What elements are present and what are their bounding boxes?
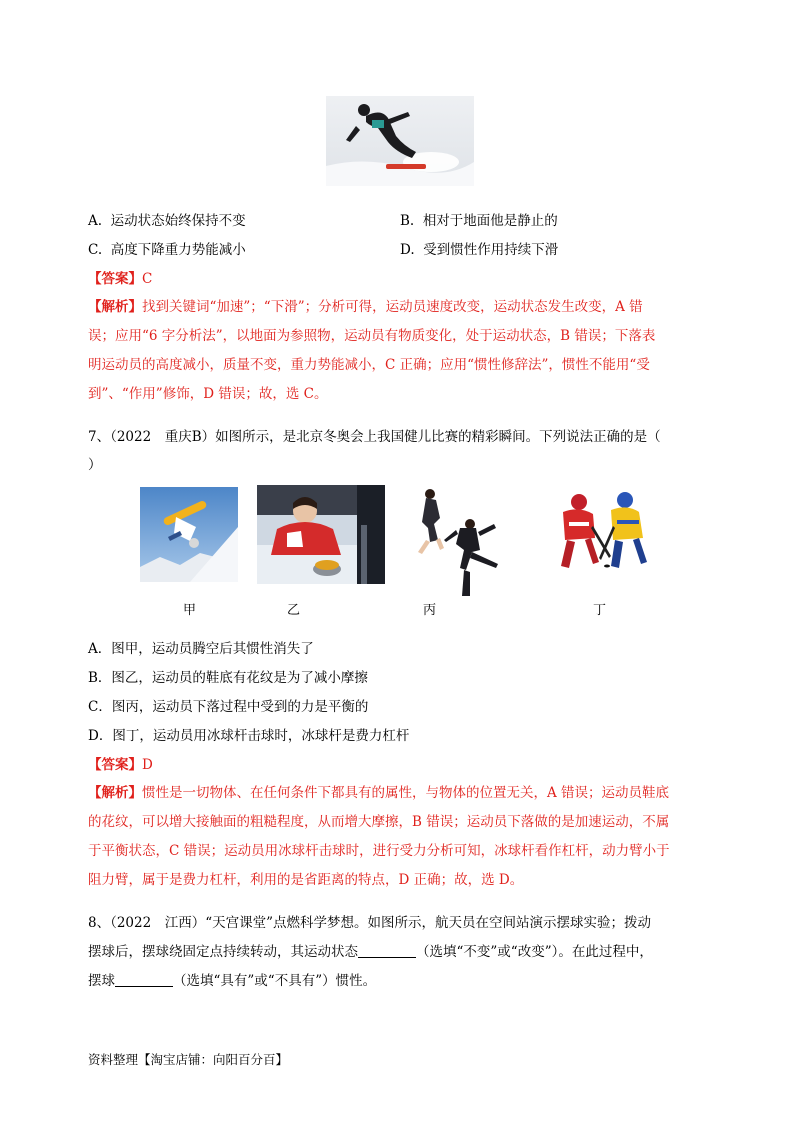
caption-ding: 丁 [593,603,607,618]
snowboarder-photo [326,96,474,186]
q7-analysis-line-3: 于平衡状态，C 错误；运动员用冰球杆击球时，进行受力分析可知，冰球杆看作杠杆，动力臂小于 [88,843,670,859]
q7-analysis-line-1: 【解析】惯性是一切物体、在任何条件下都具有的属性，与物体的位置无关，A 错误；运动员鞋底 [88,785,670,801]
q7-option-d: D．图丁，运动员用冰球杆击球时，冰球杆是费力杠杆 [88,728,410,744]
photo-ding-ice-hockey [535,486,665,578]
q6-option-c: C. 高度下降重力势能减小 [88,242,246,258]
q8-blank-2 [115,972,173,987]
photo-yi-curling [257,485,385,584]
q7-stem-line-2: ） [88,457,102,473]
q7-option-c: C．图丙，运动员下落过程中受到的力是平衡的 [88,699,369,715]
photo-jia-snowboard-jump [140,487,238,582]
caption-yi: 乙 [287,603,301,618]
q8-line-2: 摆球后，摆球绕固定点持续转动，其运动状态 （选填“不变”或“改变”）。在此过程中， [88,944,653,960]
q8-line-3: 摆球 （选填“具有”或“不具有”）惯性。 [88,973,377,989]
q7-analysis [88,779,712,895]
q7-option-b: B．图乙，运动员的鞋底有花纹是为了减小摩擦 [88,670,368,686]
q8-question [88,909,712,996]
q6-analysis-line-4: 到”、“作用”修饰，D 错误；故，选 C。 [88,386,328,402]
q6-option-a: A. 运动状态始终保持不变 [88,213,246,229]
q6-analysis-line-1: 【解析】找到关键词“加速”；“下滑”；分析可得，运动员速度改变，运动状态发生改变，A 错 [88,299,643,315]
q6-option-b: B. 相对于地面他是静止的 [400,213,558,229]
q7-option-a: A．图甲，运动员腾空后其惯性消失了 [88,641,314,657]
q7-stem-line-1: 7、（2022 重庆B）如图所示，是北京冬奥会上我国健儿比赛的精彩瞬间。下列说法正确的是（ [88,429,661,445]
page-footer: 资料整理【淘宝店铺：向阳百分百】 [88,1052,289,1067]
caption-bing: 丙 [423,603,437,618]
q6-analysis-line-3: 明运动员的高度减小，质量不变，重力势能减小，C 正确；应用“惯性修辞法”，惯性不能用“受 [88,357,650,373]
q7-answer: 【答案】D [88,757,153,773]
photo-bing-figure-skating [400,484,520,602]
q6-answer: 【答案】C [88,271,153,287]
q6-analysis [88,293,712,409]
q6-analysis-line-2: 误；应用“6 字分析法”，以地面为参照物，运动员有物质变化，处于运动状态，B 错误；下落表 [88,328,656,344]
q8-line-1: 8、（2022 江西）“天宫课堂”点燃科学梦想。如图所示，航天员在空间站演示摆球实验；拨动 [88,915,651,931]
q7-analysis-line-4: 阻力臂，属于是费力杠杆，利用的是省距离的特点，D 正确；故，选 D。 [88,872,524,888]
caption-jia: 甲 [183,603,197,618]
q7-analysis-line-2: 的花纹，可以增大接触面的粗糙程度，从而增大摩擦，B 错误；运动员下落做的是加速运动，不属 [88,814,670,830]
q8-blank-1 [358,943,416,958]
q6-option-d: D. 受到惯性作用持续下滑 [400,242,559,258]
